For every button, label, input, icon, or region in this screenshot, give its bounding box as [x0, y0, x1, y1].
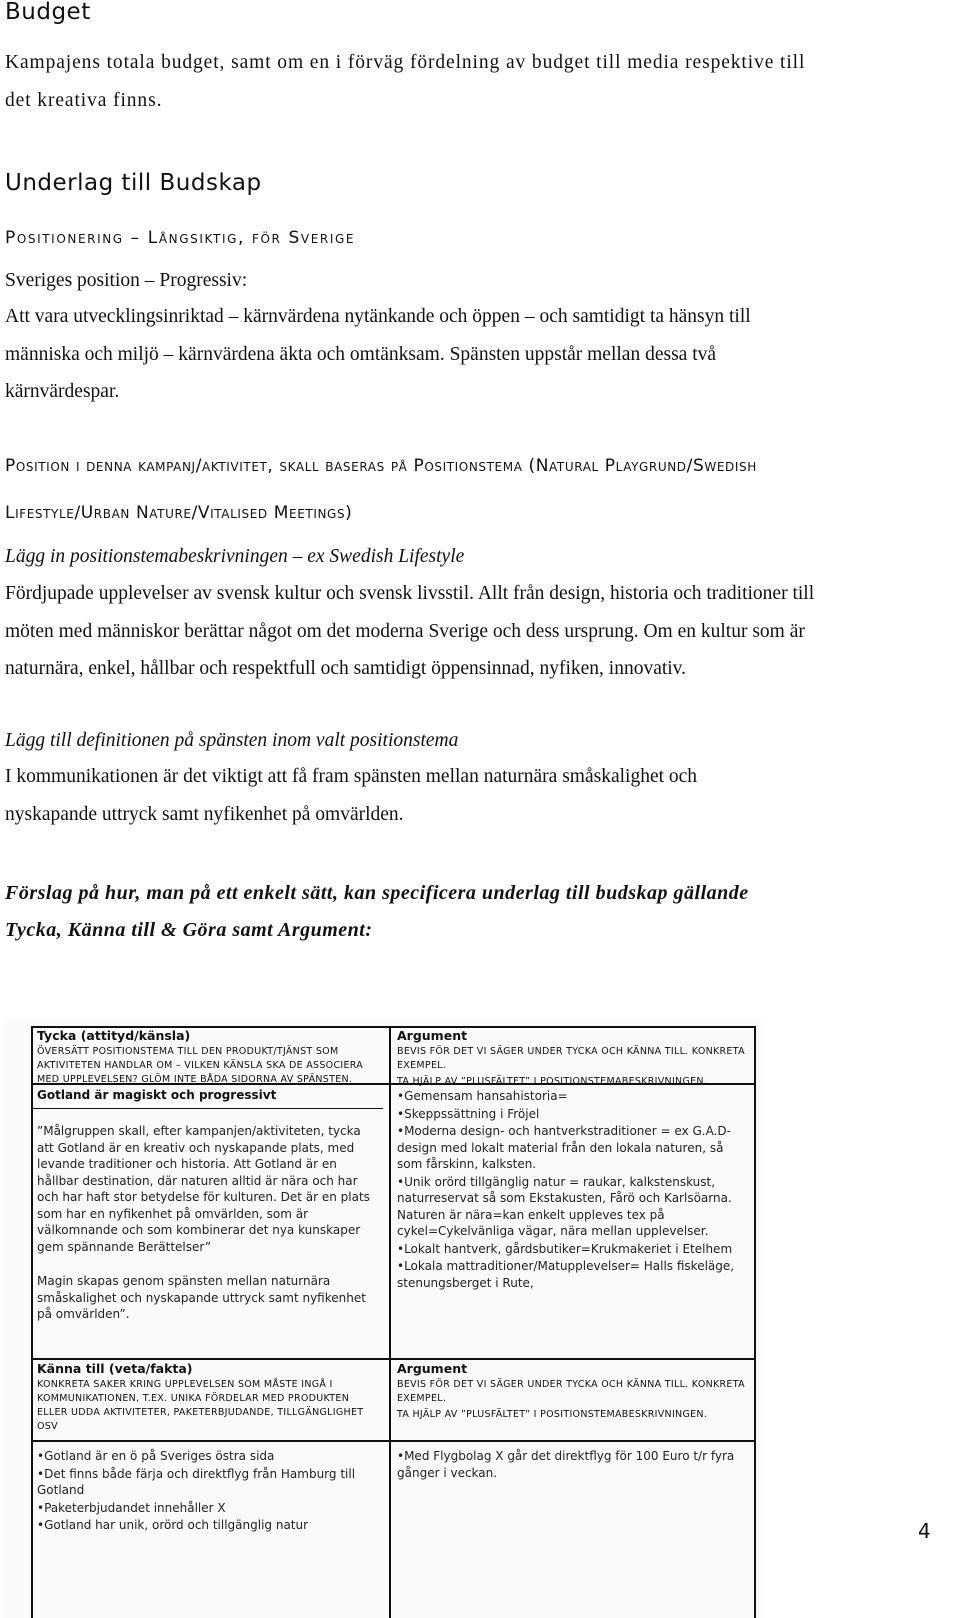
spanst-instruction: Lägg till definitionen på spänsten inom valt positionstema	[5, 730, 459, 751]
argument-1-item: • Skeppssättning i Fröjel	[397, 1106, 742, 1123]
position-paragraph	[5, 298, 751, 411]
table-rule	[754, 1026, 756, 1618]
kanna-item: • Gotland är en ö på Sveriges östra sida	[37, 1448, 382, 1465]
kanna-title: Känna till (veta/fakta)	[37, 1361, 193, 1376]
description-line: Fördjupade upplevelser av svensk kultur och svensk livsstil. Allt från design, historia och traditioner till	[5, 583, 815, 604]
table-rule	[31, 1440, 756, 1442]
budget-line: det kreativa finns.	[5, 89, 163, 111]
tycka-body	[37, 1088, 377, 1323]
tycka-magin: Magin skapas genom spänsten mellan naturnära småskalighet och nyskapande uttryck samt nyfikenhet på omvärlden”.	[37, 1274, 366, 1321]
argument-1-body	[397, 1088, 742, 1292]
argument-1-item: • Lokala mattraditioner/Matupplevelser= Halls fiskeläge, stenungsberget i Rute,	[397, 1258, 742, 1291]
kampanj-heading-line-1: Position i denna kampanj/aktivitet, skall baseras på Positionstema (Natural Playgrund/Swedish	[5, 456, 757, 476]
tycka-caption: ÖVERSÄTT POSITIONSTEMA TILL DEN PRODUKT/TJÄNST SOM AKTIVITETEN HANDLAR OM – VILKEN KÄNSLA SKA DE ASSOCIERA MED UPPLEVELSEN? GLÖM INTE BÅDA SIDORNA AV SPÄNSTEN.	[37, 1046, 364, 1085]
table-rule	[31, 1026, 33, 1618]
forslag-line: Förslag på hur, man på ett enkelt sätt, kan specificera underlag till budskap gällande	[5, 882, 749, 904]
argument-1-caption: BEVIS FÖR DET VI SÄGER UNDER TYCKA OCH KÄNNA TILL. KONKRETA EXEMPEL.	[397, 1046, 745, 1071]
positionering-heading: Positionering – Långsiktig, för Sverige	[5, 228, 356, 248]
argument-2-body	[397, 1448, 742, 1482]
spanst-paragraph	[5, 758, 697, 833]
kanna-item: • Paketerbjudandet innehåller X	[37, 1500, 382, 1517]
argument-2-caption: BEVIS FÖR DET VI SÄGER UNDER TYCKA OCH KÄNNA TILL. KONKRETA EXEMPEL.	[397, 1379, 745, 1404]
argument-2-title: Argument	[397, 1361, 468, 1376]
kanna-body	[37, 1448, 382, 1535]
budget-paragraph	[5, 44, 805, 119]
argument-1-title: Argument	[397, 1028, 468, 1043]
underlag-heading: Underlag till Budskap	[5, 170, 262, 196]
kanna-item: • Gotland har unik, orörd och tillgänglig natur	[37, 1517, 382, 1534]
tycka-title: Tycka (attityd/känsla)	[37, 1028, 191, 1043]
argument-1-header	[397, 1028, 747, 1089]
budget-heading: Budget	[5, 0, 91, 25]
tycka-header	[37, 1028, 382, 1087]
kanna-header	[37, 1361, 382, 1434]
position-line: människa och miljö – kärnvärdena äkta och omtänksam. Spänsten uppstår mellan dessa två	[5, 343, 717, 365]
description-line: möten med människor berättar något om det moderna Sverige och dess ursprung. Om en kultur som är	[5, 620, 805, 642]
argument-2-list	[397, 1448, 742, 1481]
sveriges-position-label: Sveriges position – Progressiv:	[5, 270, 248, 291]
tycka-subtitle: Gotland är magiskt och progressivt	[37, 1088, 277, 1102]
forslag-line: Tycka, Känna till & Göra samt Argument:	[5, 919, 373, 941]
argument-2-item: • Med Flygbolag X går det direktflyg för 100 Euro t/r fyra gånger i veckan.	[397, 1448, 742, 1481]
description-line: naturnära, enkel, hållbar och respektfull och samtidigt öppensinnad, nyfiken, innovativ.	[5, 658, 687, 679]
positionstema-description	[5, 575, 814, 688]
position-line: kärnvärdespar.	[5, 381, 120, 402]
argument-2-header	[397, 1361, 747, 1422]
kanna-caption: KONKRETA SAKER KRING UPPLEVELSEN SOM MÅSTE INGÅ I KOMMUNIKATIONEN, T.EX. UNIKA FÖRDELAR MED PRODUKTEN ELLER UDDA AKTIVITETER, PAKETERBJUDANDE, TILLGÄNGLIGHET OSV	[37, 1379, 364, 1432]
positionstema-instruction: Lägg in positionstemabeskrivningen – ex Swedish Lifestyle	[5, 546, 465, 567]
spanst-line: I kommunikationen är det viktigt att få fram spänsten mellan naturnära småskalighet och	[5, 766, 698, 787]
argument-2-caption-2: TA HJÄLP AV ”PLUSFÄLTET” I POSITIONSTEMABESKRIVNINGEN.	[397, 1409, 708, 1420]
spanst-line: nyskapande uttryck samt nyfikenhet på omvärlden.	[5, 803, 404, 825]
position-line: Att vara utvecklingsinriktad – kärnvärdena nytänkande och öppen – och samtidigt ta hänsyn till	[5, 306, 751, 327]
kampanj-heading-line-2: Lifestyle/Urban Nature/Vitalised Meetings)	[5, 503, 353, 523]
table-rule	[389, 1026, 391, 1618]
tycka-quote: ”Målgruppen skall, efter kampanjen/aktiviteten, tycka att Gotland är en kreativ och nyskapande plats, med levande traditioner och historia. Att Gotland är en hållbar destination, där naturen alltid är nära och har och har haft stor betydelse för kulturen. Det är en plats som har en nyfikenhet på omvärlden, som är välkomnande och som kombinerar det nya kunskaper gem spännande Berättelser”	[37, 1124, 370, 1254]
tycka-subrule	[31, 1108, 383, 1109]
page-number: 4	[918, 1519, 931, 1543]
budget-line: Kampajens totala budget, samt om en i förväg fördelning av budget till media respektive till	[5, 52, 806, 73]
argument-1-item: • Lokalt hantverk, gårdsbutiker=Krukmakeriet i Etelhem	[397, 1241, 742, 1258]
budskap-table	[5, 1018, 761, 1618]
kanna-list	[37, 1448, 382, 1534]
forslag-heading	[5, 875, 749, 949]
kanna-item: • Det finns både färja och direktflyg från Hamburg till Gotland	[37, 1466, 382, 1499]
argument-1-item: • Unik orörd tillgänglig natur = raukar, kalkstenskust, naturreservat så som Ekstakusten, Fårö och Karlsöarna. Naturen är nära=kan enkelt uppleves tex på cykel=Cykelvänliga vägar, nära mellan upplevelser.	[397, 1174, 742, 1240]
argument-1-item: • Moderna design- och hantverkstraditioner = ex G.A.D- design med lokalt material från den lokala naturen, så som fårskinn, kalksten.	[397, 1123, 742, 1173]
argument-1-caption-2: TA HJÄLP AV ”PLUSFÄLTET” I POSITIONSTEMABESKRIVNINGEN.	[397, 1076, 708, 1087]
argument-1-item: • Gemensam hansahistoria=	[397, 1088, 742, 1105]
argument-1-list	[397, 1088, 742, 1291]
table-rule	[31, 1358, 756, 1360]
